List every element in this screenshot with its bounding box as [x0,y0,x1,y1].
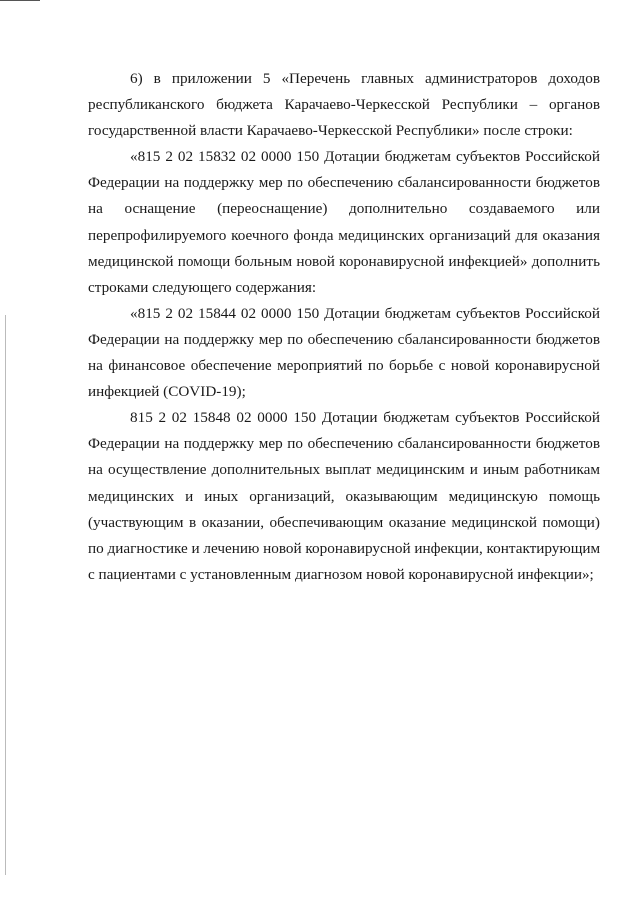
text-line: медицинских и иных организаций, оказывающим медицинскую помощь [88,487,600,505]
text-line: с пациентами с установленным диагнозом новой коронавирусной инфекции»; [88,565,594,583]
text-line: государственной власти Карачаево-Черкесской Республики» после строки: [88,122,573,140]
text-line: Федерации на поддержку мер по обеспечению сбалансированности бюджетов [88,435,600,453]
text-line: (участвующим в оказании, обеспечивающим оказание медицинской помощи) [88,513,600,531]
text-line: инфекцией (COVID-19); [88,383,246,401]
text-line: Федерации на поддержку мер по обеспечению сбалансированности бюджетов [88,174,600,192]
text-line: на осуществление дополнительных выплат медицинским и иным работникам [88,461,600,479]
text-line: на оснащение (переоснащение) дополнительно создаваемого или [88,200,600,218]
text-line: «815 2 02 15844 02 0000 150 Дотации бюджетам субъектов Российской [130,304,600,322]
document-body [88,66,600,588]
text-line: 6) в приложении 5 «Перечень главных администраторов доходов [130,70,600,87]
text-line: «815 2 02 15832 02 0000 150 Дотации бюджетам субъектов Российской [130,148,600,166]
text-line: 815 2 02 15848 02 0000 150 Дотации бюджетам субъектов Российской [130,409,600,427]
left-margin-rule [5,315,6,875]
text-line: медицинской помощи больным новой коронавирусной инфекцией» дополнить [88,252,600,270]
text-line: на финансовое обеспечение мероприятий по борьбе с новой коронавирусной [88,357,600,375]
text-line: по диагностике и лечению новой коронавирусной инфекции, контактирующим [88,539,601,557]
text-line: строками следующего содержания: [88,278,317,296]
paragraph-existing-row-15832 [88,144,600,301]
text-line: Федерации на поддержку мер по обеспечению сбалансированности бюджетов [88,330,600,348]
text-line: республиканского бюджета Карачаево-Черкесской Республики – органов [88,96,600,114]
paragraph-new-row-15848 [88,405,600,588]
text-line: перепрофилируемого коечного фонда медицинских организаций для оказания [88,226,600,244]
top-edge-rule [0,0,40,1]
paragraph-new-row-15844 [88,301,600,405]
paragraph-amendment-intro [88,66,600,144]
